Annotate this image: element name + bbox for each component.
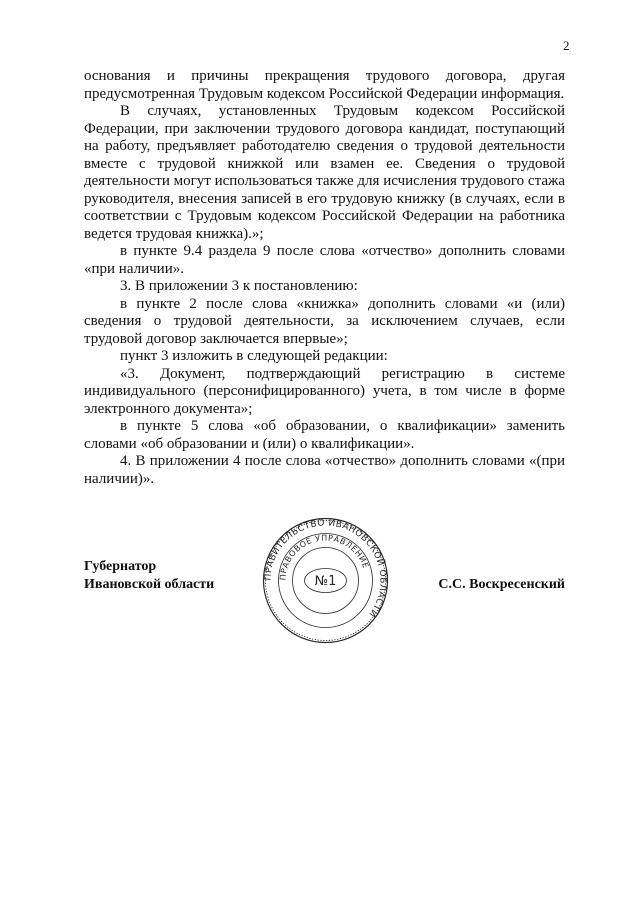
seal-inner-text: ПРАВОВОЕ УПРАВЛЕНИЕ <box>278 533 371 581</box>
paragraph: пункт 3 изложить в следующей редакции: <box>120 348 388 364</box>
paragraph: в пункте 2 после слова «книжка» дополнить словами «и (или) сведения о трудовой деятельности, за исключением случаев, если трудовой договор заключается впервые»; <box>84 295 565 347</box>
document-body <box>84 68 565 488</box>
signatory-name: С.С. Воскресенский <box>438 577 565 592</box>
official-seal <box>262 517 389 644</box>
signatory-position-line2: Ивановской области <box>84 577 215 592</box>
seal-outer-text: ПРАВИТЕЛЬСТВО ИВАНОВСКОЙ ОБЛАСТИ <box>263 518 388 619</box>
paragraph: «3. Документ, подтверждающий регистрацию в системе индивидуального (персонифицированного) учета, в том числе в форме электронного документа»; <box>84 365 565 417</box>
paragraph: В случаях, установленных Трудовым кодексом Российской Федерации, при заключении трудового договора кандидат, поступающий на работу, предъявляет работодателю сведения о трудовой деятельности вместе с трудовой книжкой или взамен ее. Сведения о трудовой деятельности могут использоваться также для исчисления трудового стажа руководителя, внесения записей в его трудовую книжку (в случаях, если в соответствии с Трудовым кодексом Российской Федерации на работника ведется трудовая книжка).»; <box>84 103 565 242</box>
seal-number: №1 <box>314 574 337 589</box>
signatory-position <box>84 558 214 594</box>
page-number: 2 <box>563 38 570 53</box>
paragraph: в пункте 9.4 раздела 9 после слова «отчество» дополнить словами «при наличии». <box>84 243 565 277</box>
paragraph: в пункте 5 слова «об образовании, о квалификации» заменить словами «об образовании и (или) о квалификации». <box>84 418 565 452</box>
paragraph: основания и причины прекращения трудового договора, другая предусмотренная Трудовым кодексом Российской Федерации информация. <box>84 68 565 102</box>
paragraph: 3. В приложении 3 к постановлению: <box>120 278 358 294</box>
paragraph: 4. В приложении 4 после слова «отчество» дополнить словами «(при наличии)». <box>84 453 565 487</box>
signatory-position-line1: Губернатор <box>84 559 157 574</box>
